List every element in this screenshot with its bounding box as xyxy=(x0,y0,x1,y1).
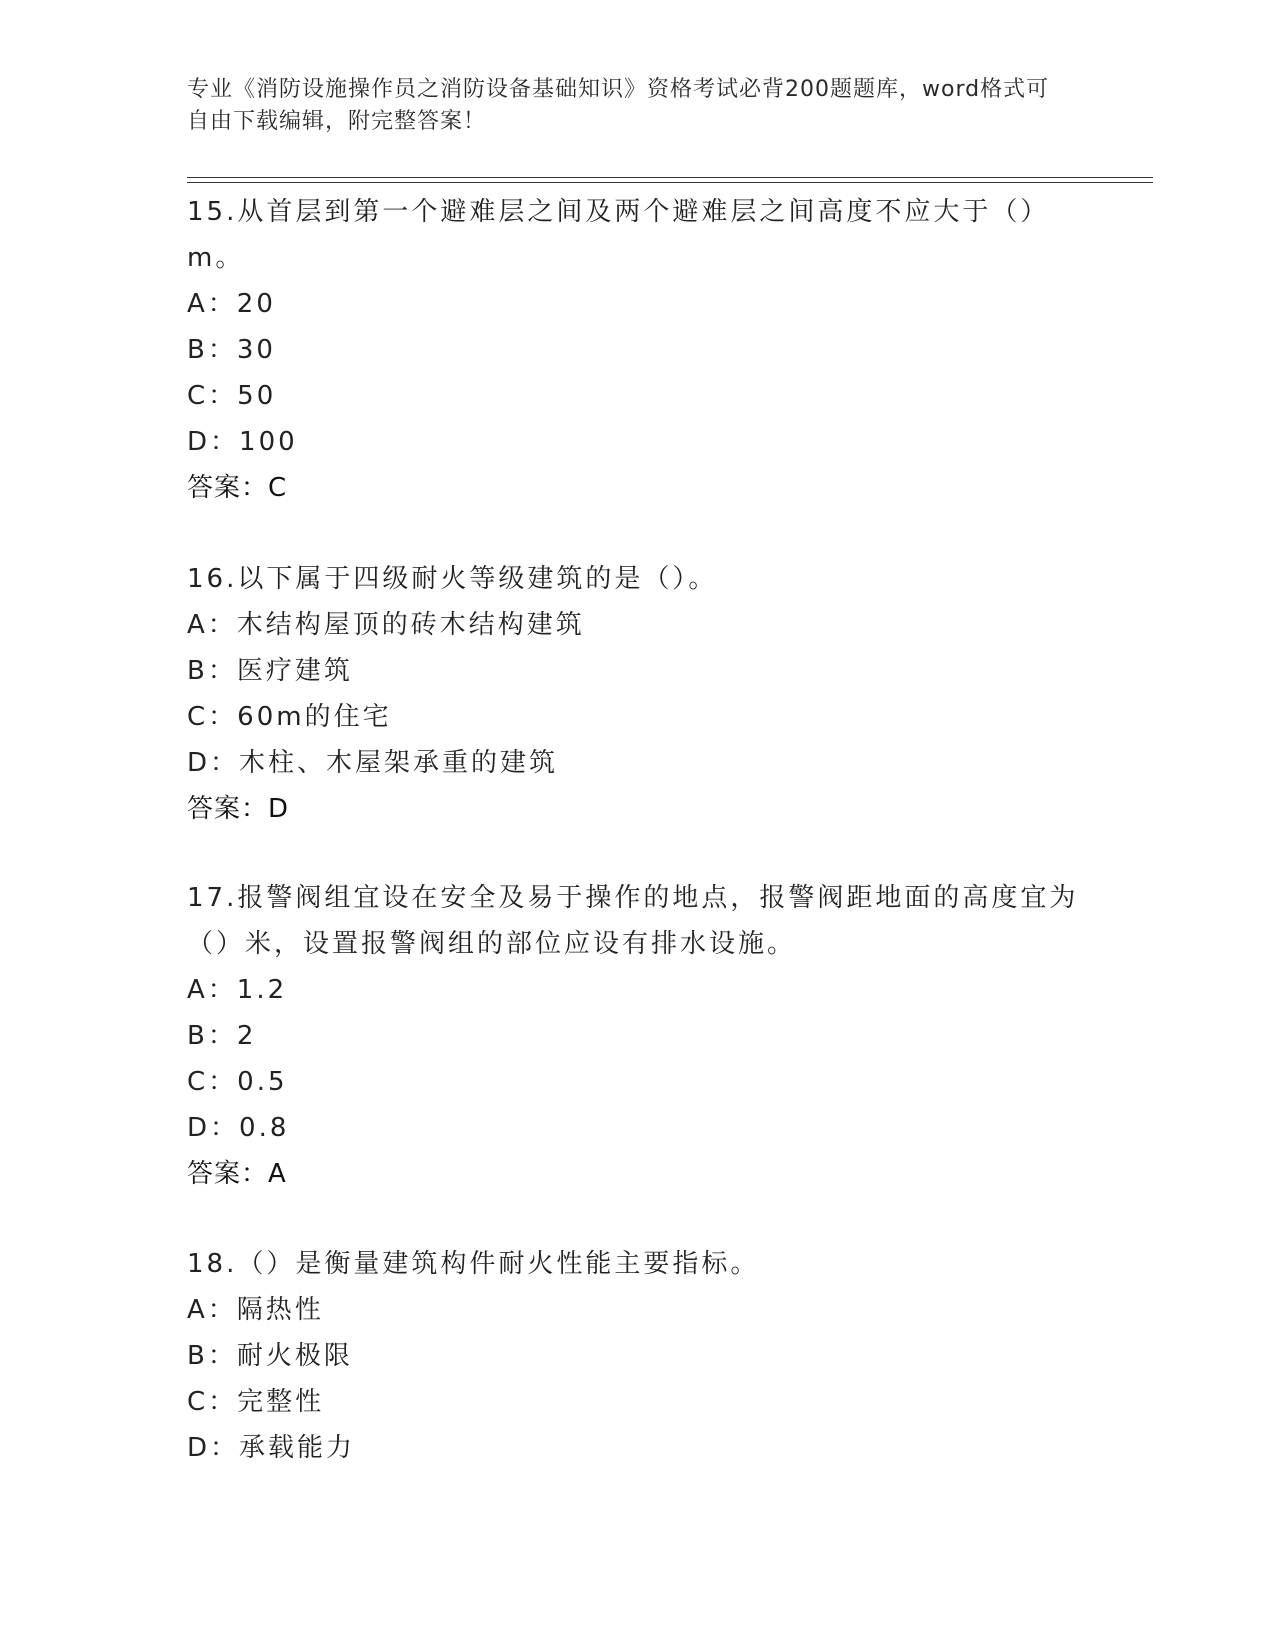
option-c: C：50 xyxy=(187,381,277,411)
option-d: D：木柱、木屋架承重的建筑 xyxy=(187,748,559,778)
option-a: A：20 xyxy=(187,289,276,319)
option-c: C：完整性 xyxy=(187,1387,325,1417)
option-a: A：木结构屋顶的砖木结构建筑 xyxy=(187,610,585,640)
answer-line: 答案：D xyxy=(187,794,290,824)
question-stem: 17.报警阀组宜设在安全及易于操作的地点，报警阀距地面的高度宜为（）米，设置报警阀组的部位应设有排水设施。 xyxy=(187,883,1079,959)
option-b: B：耐火极限 xyxy=(187,1341,353,1371)
option-c: C：0.5 xyxy=(187,1067,288,1097)
question-stem: 16.以下属于四级耐火等级建筑的是（）。 xyxy=(187,564,718,594)
question-stem: 15.从首层到第一个避难层之间及两个避难层之间高度不应大于（）m。 xyxy=(187,197,1050,273)
question-17 xyxy=(187,875,1087,1197)
option-d: D：承载能力 xyxy=(187,1433,356,1463)
question-18 xyxy=(187,1241,1087,1471)
answer-line: 答案：C xyxy=(187,473,288,503)
question-15 xyxy=(187,189,1087,511)
option-a: A：1.2 xyxy=(187,975,288,1005)
answer-line: 答案：A xyxy=(187,1159,287,1189)
option-d: D：0.8 xyxy=(187,1113,290,1143)
header-divider-top xyxy=(187,177,1153,178)
option-d: D：100 xyxy=(187,427,298,457)
document-header: 专业《消防设施操作员之消防设备基础知识》资格考试必背200题题库，word格式可自由下载编辑，附完整答案！ xyxy=(187,77,1050,134)
option-b: B：2 xyxy=(187,1021,257,1051)
header-divider-bottom xyxy=(187,182,1153,183)
option-b: B：30 xyxy=(187,335,276,365)
question-stem: 18.（）是衡量建筑构件耐火性能主要指标。 xyxy=(187,1249,760,1279)
option-a: A：隔热性 xyxy=(187,1295,324,1325)
question-16 xyxy=(187,556,1087,832)
option-c: C：60m的住宅 xyxy=(187,702,392,732)
option-b: B：医疗建筑 xyxy=(187,656,353,686)
